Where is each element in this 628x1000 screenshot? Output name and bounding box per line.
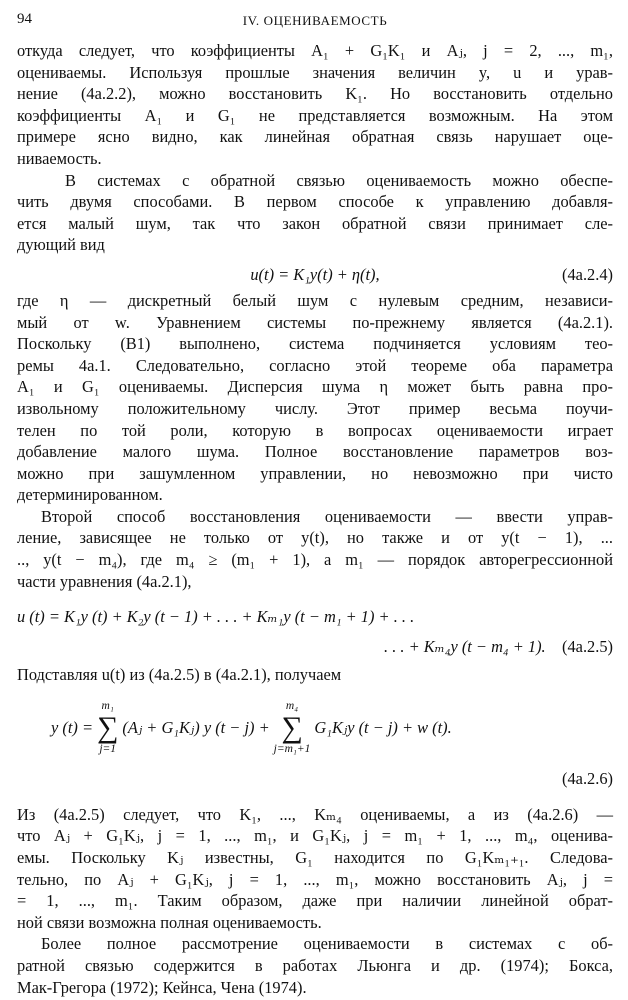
equation-line-2 xyxy=(384,636,613,658)
text-line: примере ясно видно, как линейная обратная связь нарушает оце- xyxy=(17,127,613,147)
text-line: A₁ и G₁ оцениваемы. Дисперсия шума η может быть равна про- xyxy=(17,377,613,397)
text-line: Более полное рассмотрение оцениваемости в системах с об- xyxy=(41,934,613,954)
sum-lower-limit: j=m₁+1 xyxy=(273,742,311,755)
text-line: Из (4a.2.5) следует, что K₁, ..., Kₘ₄ оцениваемы, а из (4a.2.6) — xyxy=(17,804,613,824)
page-number: 94 xyxy=(17,11,32,27)
equation-term-1: (Aⱼ + G₁Kⱼ) y (t − j) + xyxy=(122,718,270,738)
text-line: части уравнения (4a.2.1), xyxy=(17,571,192,591)
text-line: ниваемость. xyxy=(17,148,102,168)
text-line: ратной связью содержится в работах Льюнга и др. (1974); Бокса, xyxy=(17,956,613,975)
book-page xyxy=(17,0,613,998)
equation-4a-2-5 xyxy=(17,592,613,664)
text-line: оцениваемы. Используя прошлые значения величин y, u и урав- xyxy=(17,62,613,82)
equation-lhs: y (t) = xyxy=(51,718,94,738)
sum-upper-limit: m₄ xyxy=(285,699,299,712)
text-line: емы. Поскольку Kⱼ известны, G₁ находится по G₁Kₘ₁₊₁. Следова- xyxy=(17,848,613,868)
equation-line-2-body: . . . + Kₘ₄y (t − m₄ + 1). xyxy=(384,637,546,657)
equation-body: u(t) = K₁y(t) + η(t), xyxy=(250,264,380,284)
text-line: детерминированном. xyxy=(17,485,163,505)
text-line: тельно, по Aⱼ + G₁Kⱼ, j = 1, ..., m₁, можно восстановить Aⱼ, j = xyxy=(17,869,613,889)
text-line: В системах с обратной связью оцениваемость можно обеспе- xyxy=(65,170,613,190)
text-line: извольному положительному числу. Этот пример весьма поучи- xyxy=(17,398,613,418)
equation-4a-2-6 xyxy=(17,686,613,804)
text-line: телен по той роли, которую в вопросах оцениваемости играет xyxy=(17,420,613,440)
text-line: = 1, ..., m₁. Таким образом, даже при наличии линейной обрат- xyxy=(17,891,613,911)
equation-term-2: G₁Kⱼy (t − j) + w (t). xyxy=(314,718,452,738)
text-line: откуда следует, что коэффициенты A₁ + G₁K₁ и Aⱼ, j = 2, ..., m₁, xyxy=(17,41,613,60)
text-line: где η — дискретный белый шум с нулевым средним, независи- xyxy=(17,290,613,310)
text-line: Подставляя u(t) из (4a.2.5) в (4a.2.1), получаем xyxy=(17,665,342,685)
text-line: коэффициенты A₁ и G₁ не представляется возможным. На этом xyxy=(17,105,613,125)
text-line: Мак-Грегора (1972); Кейнса, Чена (1974). xyxy=(17,977,307,997)
sum-upper-limit: m₁ xyxy=(101,699,114,712)
paragraph-4 xyxy=(17,506,613,592)
sum-lower-limit: j=1 xyxy=(99,742,117,755)
text-line: Поскольку (В1) выполнено, система подчиняется условиям тео- xyxy=(17,334,613,354)
text-line: ется малый шум, так что закон обратной связи принимает сле- xyxy=(17,213,613,233)
text-line: ной связи возможна полная оцениваемость. xyxy=(17,912,322,932)
text-line: что Aⱼ + G₁Kⱼ, j = 1, ..., m₁, и G₁Kⱼ, j = m₁ + 1, ..., m₄, оценива- xyxy=(17,826,613,846)
paragraph-2 xyxy=(17,170,613,256)
text-line: .., y(t − m₄), где m₄ ≥ (m₁ + 1), а m₁ — порядок авторегрессионной xyxy=(17,550,613,570)
text-line: добавление малого шума. Полное восстановление параметров воз- xyxy=(17,442,613,462)
sigma-icon: ∑ xyxy=(281,710,303,744)
text-line: мый от w. Уравнением системы по-прежнему является (4a.2.1). xyxy=(17,312,613,332)
text-line: ремы 4a.1. Следовательно, согласно этой теореме оба параметра xyxy=(17,355,613,375)
equation-number: (4a.2.4) xyxy=(562,264,613,284)
paragraph-5 xyxy=(17,664,613,686)
text-line: нение (4a.2.2), можно восстановить K₁. Но восстановить отдельно xyxy=(17,84,613,104)
paragraph-7 xyxy=(17,933,613,998)
paragraph-3 xyxy=(17,290,613,506)
text-line: ление, зависящее не только от y(t), но также и от y(t − 1), ... xyxy=(17,528,613,548)
summation-1 xyxy=(97,700,118,756)
running-head: IV. ОЦЕНИВАЕМОСТЬ xyxy=(242,13,388,28)
text-line: можно при зашумленном управлении, но невозможно при чисто xyxy=(17,463,613,483)
equation-number: (4a.2.6) xyxy=(562,768,613,788)
equation-main xyxy=(51,696,452,760)
text-line: чить двумя способами. В первом способе к управлению добавля- xyxy=(17,192,613,212)
equation-4a-2-4 xyxy=(17,256,613,290)
text-line: дующий вид xyxy=(17,235,105,255)
paragraph-6 xyxy=(17,804,613,934)
equation-number: (4a.2.5) xyxy=(562,637,613,657)
equation-line-1: u (t) = K₁y (t) + K₂y (t − 1) + . . . + Kₘ₁y (t − m₁ + 1) + . . . xyxy=(17,607,415,627)
page-header xyxy=(17,0,613,40)
summation-2 xyxy=(274,700,311,756)
text-line: Второй способ восстановления оцениваемости — ввести управ- xyxy=(41,506,613,526)
paragraph-1 xyxy=(17,40,613,170)
sigma-icon: ∑ xyxy=(97,710,119,744)
